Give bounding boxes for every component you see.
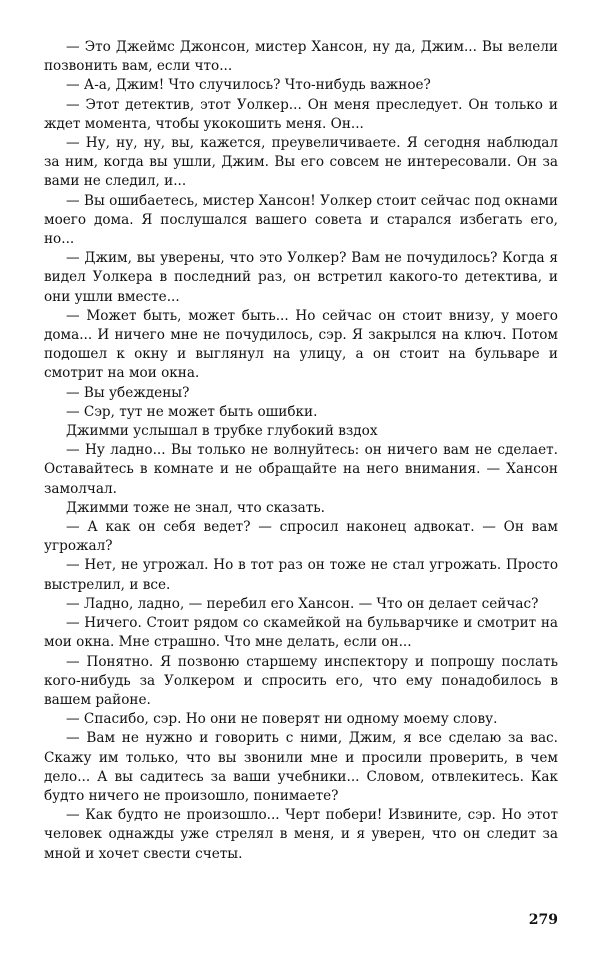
paragraph-18: — Спасибо, сэр. Но они не поверят ни одному моему слову. bbox=[66, 711, 498, 728]
paragraph-11: — Ну ладно... Вы только не волнуйтесь: он ничего вам не сделает. Оставайтесь в комнате и не обращайте на него внимания. — Хансон замолчал. bbox=[44, 442, 558, 497]
paragraph-2: — А-а, Джим! Что случилось? Что-нибудь важное? bbox=[66, 77, 431, 94]
page-number: 279 bbox=[528, 912, 558, 928]
paragraph-15: — Ладно, ладно, — перебил его Хансон. — Что он делает сейчас? bbox=[66, 595, 539, 612]
paragraph-12: Джимми тоже не знал, что сказать. bbox=[66, 499, 325, 516]
paragraph-7: — Может быть, может быть... Но сейчас он стоит внизу, у моего дома... И ничего мне не почудилось, сэр. Я закрылся на ключ. Потом подошел к окну и выглянул на улицу, а он стоит на бульваре и смотрит на мои окна. bbox=[44, 307, 558, 382]
paragraph-19: — Вам не нужно и говорить с ними, Джим, я все сделаю за вас. Скажу им только, что вы звонили мне и просили проверить, в чем дело... А вы садитесь за ваши учебники... Словом, отвлекитесь. Как будто ничего не произошло, понимаете? bbox=[44, 730, 558, 804]
paragraph-13: — А как он себя ведет? — спросил наконец адвокат. — Он вам угрожал? bbox=[44, 519, 558, 555]
paragraph-20: — Как будто не произошло... Черт побери! Извините, сэр. Но этот человек однажды уже стрелял в меня, и я уверен, что он следит за мной и хочет свести счеты. bbox=[44, 807, 558, 862]
book-page-text bbox=[44, 38, 558, 864]
paragraph-14: — Нет, не угрожал. Но в тот раз он тоже не стал угрожать. Просто выстрелил, и все. bbox=[44, 557, 558, 593]
paragraph-16: — Ничего. Стоит рядом со скамейкой на бульварчике и смотрит на мои окна. Мне страшно. Что мне делать, если он... bbox=[44, 615, 558, 651]
paragraph-17: — Понятно. Я позвоню старшему инспектору и попрошу послать кого-нибудь за Уолкером и спросить его, что ему понадобилось в вашем районе. bbox=[44, 653, 558, 708]
paragraph-3: — Этот детектив, этот Уолкер... Он меня преследует. Он только и ждет момента, чтобы укокошить меня. Он... bbox=[44, 96, 558, 132]
paragraph-4: — Ну, ну, ну, вы, кажется, преувеличиваете. Я сегодня наблюдал за ним, когда вы ушли, Джим. Вы его совсем не интересовали. Он за вами не следил, и... bbox=[44, 135, 558, 190]
paragraph-5: — Вы ошибаетесь, мистер Хансон! Уолкер стоит сейчас под окнами моего дома. Я послушался вашего совета и старался избегать его, но... bbox=[44, 192, 558, 248]
paragraph-9: — Сэр, тут не может быть ошибки. bbox=[66, 403, 318, 420]
paragraph-1: — Это Джеймс Джонсон, мистер Хансон, ну да, Джим... Вы велели позвонить вам, если что... bbox=[44, 39, 558, 75]
paragraph-10: Джимми услышал в трубке глубокий вздох bbox=[66, 423, 378, 440]
paragraph-8: — Вы убеждены? bbox=[66, 384, 190, 401]
paragraph-6: — Джим, вы уверены, что это Уолкер? Вам не почудилось? Когда я видел Уолкера в последний раз, он встретил какого-то детектива, и они ушли вместе... bbox=[44, 250, 558, 305]
